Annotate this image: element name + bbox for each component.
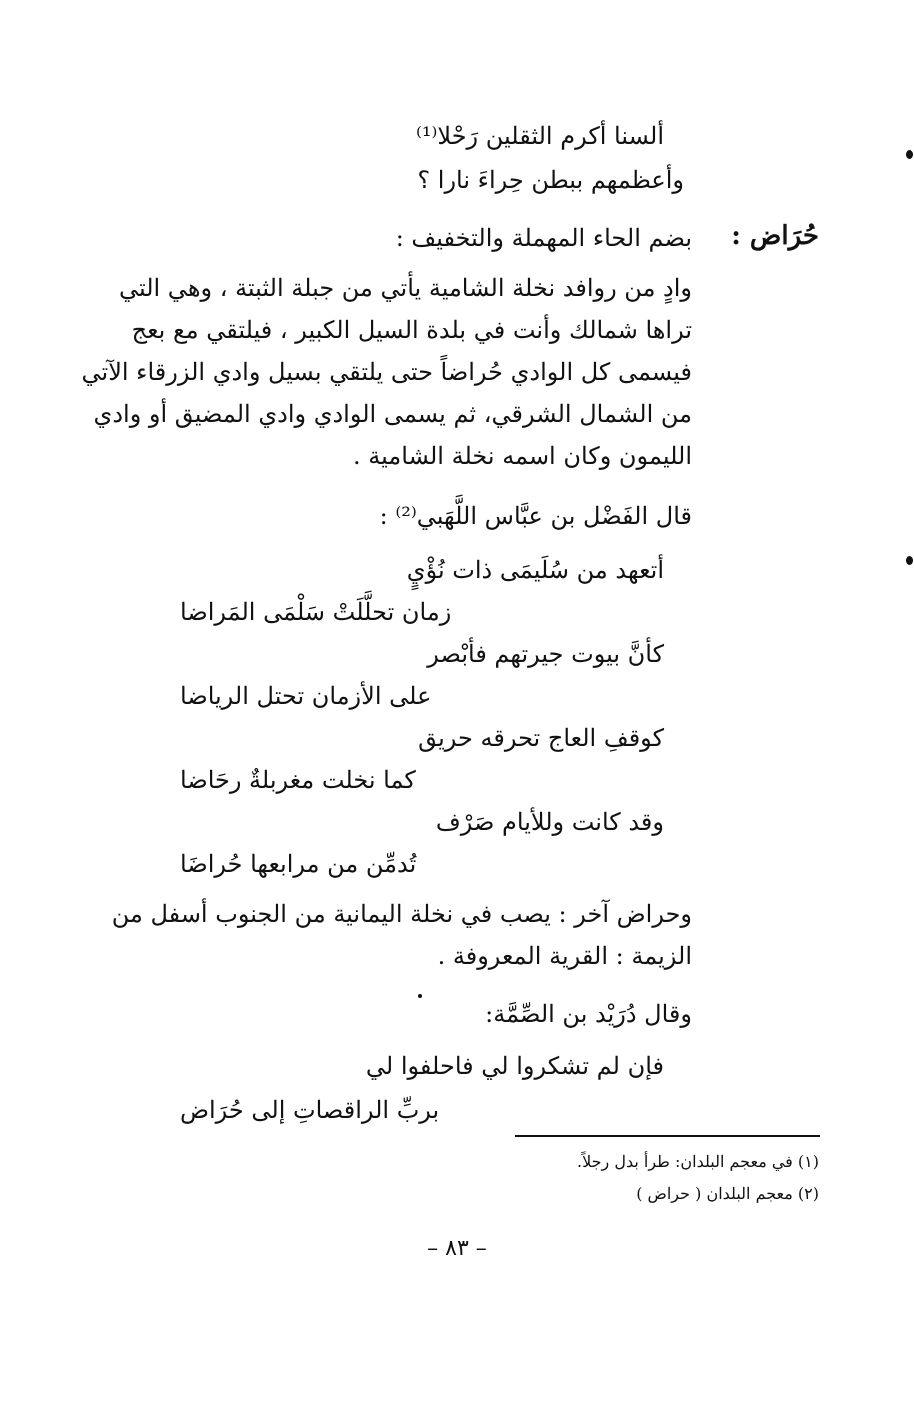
poem2-line: على الأزمان تحتل الرياضا — [180, 682, 432, 710]
para2-line: الزيمة : القرية المعروفة . — [437, 942, 692, 970]
entry-definition: بضم الحاء المهملة والتخفيف : — [395, 224, 692, 252]
poem3-line: فإن لم تشكروا لي فاحلفوا لي — [365, 1052, 664, 1080]
poem2-intro: قال الفَضْل بن عبَّاس اللَّهَبي⁽²⁾ : — [379, 502, 692, 530]
poem2-line: زمان تحلَّلَتْ سَلْمَى المَراضا — [180, 598, 452, 626]
poem3-intro: وقال دُرَيْد بن الصِّمَّة: — [485, 1000, 692, 1028]
poem1-line2: وأعظمهم ببطن حِراءَ نارا ؟ — [417, 166, 684, 194]
scan-speck — [906, 556, 913, 565]
para1-line: وادٍ من روافد نخلة الشامية يأتي من جبلة الثبتة ، وهي التي — [118, 274, 692, 302]
poem2-line: تُدمِّن من مرابعها حُراضَا — [180, 850, 417, 878]
poem3-line: بربِّ الراقصاتِ إلى حُرَاض — [180, 1096, 440, 1124]
entry-headword: حُرَاض : — [731, 221, 819, 251]
para1-line: فيسمى كل الوادي حُراضاً حتى يلتقي بسيل وادي الزرقاء الآتي — [81, 358, 692, 386]
poem2-line: كأنَّ بيوت جيرتهم فأبْصر — [427, 640, 664, 668]
scan-speck — [906, 150, 913, 159]
footnote-divider — [515, 1135, 820, 1137]
para2-line: وحراض آخر : يصب في نخلة اليمانية من الجنوب أسفل من — [111, 900, 692, 928]
para1-line: من الشمال الشرقي، ثم يسمى الوادي وادي المضيق أو وادي — [93, 400, 692, 428]
para1-line: تراها شمالك وأنت في بلدة السيل الكبير ، فيلتقي مع بعج — [131, 316, 692, 344]
poem2-line: كوقفِ العاج تحرقه حريق — [418, 724, 664, 752]
footnote: (١) في معجم البلدان: طرأ بدل رجلاً. — [576, 1152, 819, 1171]
scan-speck — [418, 994, 422, 998]
poem2-line: وقد كانت وللأيام صَرْف — [435, 808, 664, 836]
footnote: (٢) معجم البلدان ( حراض ) — [636, 1184, 819, 1203]
poem2-line: أتعهد من سُلَيمَى ذات نُؤْيٍ — [406, 556, 664, 584]
poem2-line: كما نخلت مغربلةٌ رحَاضا — [180, 766, 416, 794]
page-number: – ٨٣ – — [427, 1236, 487, 1261]
para1-line: الليمون وكان اسمه نخلة الشامية . — [353, 442, 692, 470]
poem1-line1: ألسنا أكرم الثقلين رَحْلا⁽¹⁾ — [415, 122, 664, 150]
